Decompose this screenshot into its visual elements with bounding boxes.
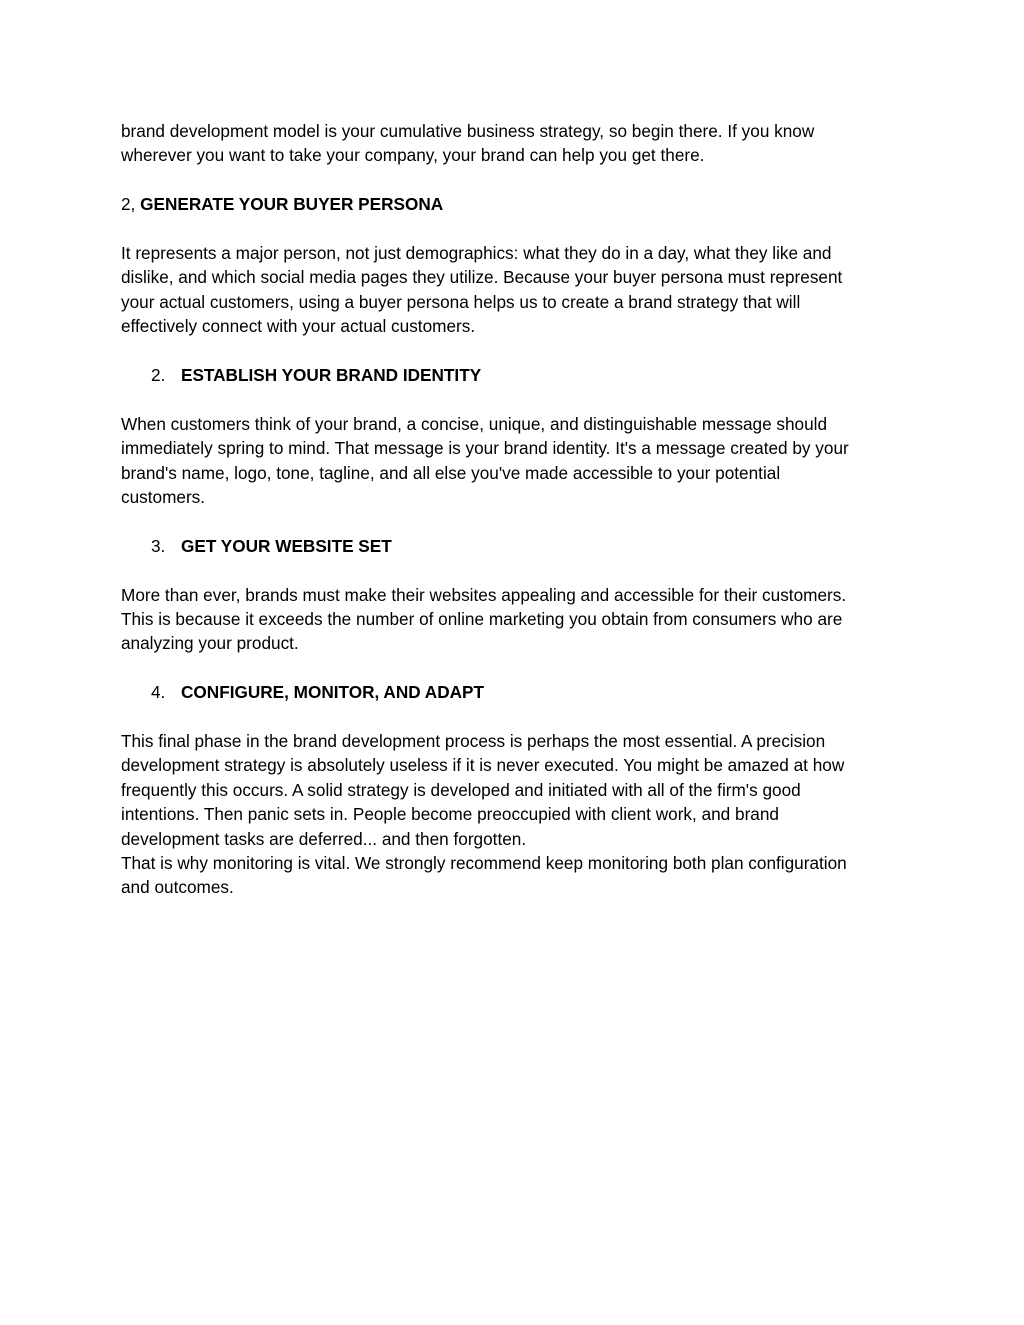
body-line: development tasks are deferred... and then forgotten. xyxy=(121,828,527,849)
body-line: It represents a major person, not just demographics: what they do in a day, what they like and xyxy=(121,243,832,263)
body-line: immediately spring to mind. That message is your brand identity. It's a message created by your xyxy=(121,438,849,459)
section-body-brand-identity xyxy=(121,412,911,510)
section-number: 4. xyxy=(151,682,166,703)
section-title: CONFIGURE, MONITOR, AND ADAPT xyxy=(181,682,485,703)
body-line: analyzing your product. xyxy=(121,633,299,654)
section-title: GET YOUR WEBSITE SET xyxy=(181,535,392,556)
body-line: brand's name, logo, tone, tagline, and all else you've made accessible to your potential xyxy=(121,462,781,483)
document-page xyxy=(121,119,911,900)
section-number: 2. xyxy=(151,365,166,386)
body-line: your actual customers, using a buyer persona helps us to create a brand strategy that will xyxy=(121,291,801,312)
body-line: effectively connect with your actual customers. xyxy=(121,316,476,337)
body-line: When customers think of your brand, a concise, unique, and distinguishable message should xyxy=(121,413,828,434)
intro-paragraph xyxy=(121,119,911,168)
body-line: More than ever, brands must make their websites appealing and accessible for their customers. xyxy=(121,584,847,605)
section-title: GENERATE YOUR BUYER PERSONA xyxy=(140,194,444,215)
body-line: That is why monitoring is vital. We strongly recommend keep monitoring both plan configuration xyxy=(121,853,847,874)
section-title: ESTABLISH YOUR BRAND IDENTITY xyxy=(181,365,482,386)
intro-line-2: wherever you want to take your company, your brand can help you get there. xyxy=(121,145,705,166)
body-line: frequently this occurs. A solid strategy is developed and initiated with all of the firm's good xyxy=(121,779,801,800)
section-heading-buyer-persona xyxy=(121,192,911,216)
section-body-website xyxy=(121,583,911,656)
body-line: dislike, and which social media pages they utilize. Because your buyer persona must represent xyxy=(121,267,843,288)
section-body-configure-monitor-adapt xyxy=(121,729,911,900)
body-line: development strategy is absolutely useless if it is never executed. You might be amazed at how xyxy=(121,755,845,776)
intro-line-1: brand development model is your cumulative business strategy, so begin there. If you know xyxy=(121,121,815,141)
body-line: customers. xyxy=(121,487,206,508)
body-line: and outcomes. xyxy=(121,877,234,898)
section-number: 2, xyxy=(121,194,136,215)
body-line: This final phase in the brand development process is perhaps the most essential. A precision xyxy=(121,731,826,752)
body-line: intentions. Then panic sets in. People become preoccupied with client work, and brand xyxy=(121,804,779,825)
section-heading-configure-monitor-adapt xyxy=(121,680,911,704)
body-line: This is because it exceeds the number of online marketing you obtain from consumers who are xyxy=(121,609,843,630)
section-heading-brand-identity xyxy=(121,363,911,387)
section-heading-website xyxy=(121,534,911,558)
section-number: 3. xyxy=(151,535,166,556)
section-body-buyer-persona xyxy=(121,241,911,339)
